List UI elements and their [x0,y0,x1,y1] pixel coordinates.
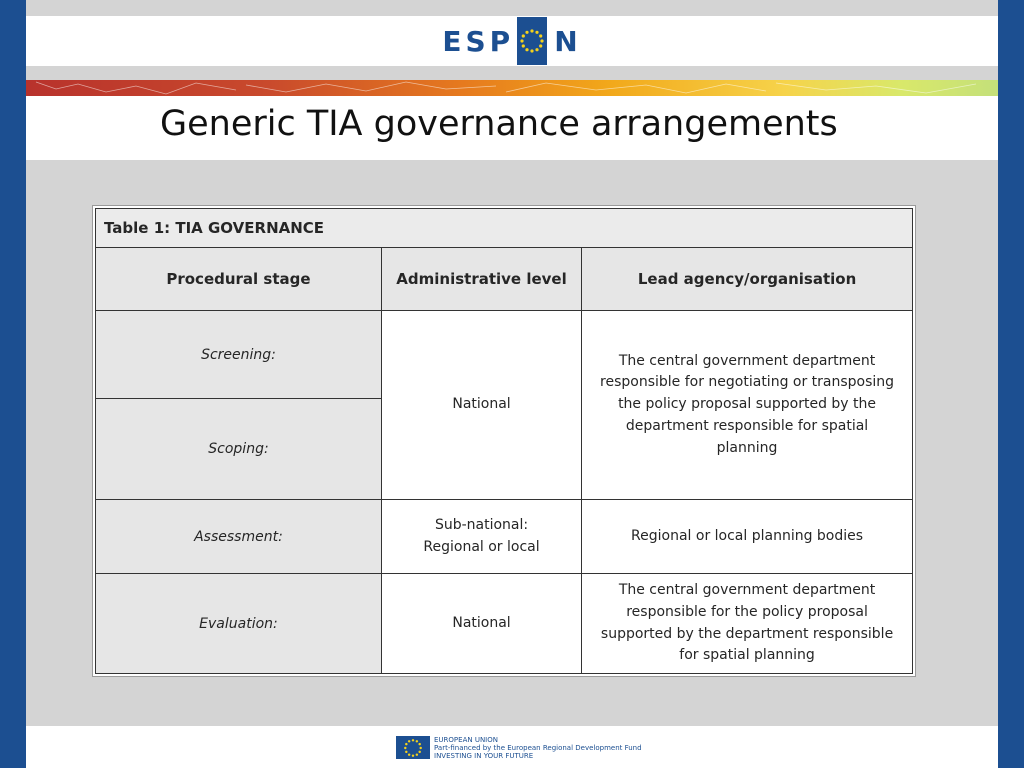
table-row [96,311,913,399]
agency-cell: The central government department responsible for the policy proposal supported by the department responsible for spatial planning [582,574,913,674]
governance-table [95,208,913,674]
table-header-row [96,248,913,311]
agency-cell: The central government department responsible for negotiating or transposing the policy proposal supported by the department responsible for spatial planning [582,311,913,500]
governance-table-frame [92,205,916,677]
stage-cell: Assessment: [96,500,382,574]
column-header-agency: Lead agency/organisation [582,248,913,311]
map-banner-image [26,80,998,96]
title-bar [26,96,998,160]
logo-text-right: N [554,24,582,58]
eu-funding-notice [434,736,642,760]
agency-cell: Regional or local planning bodies [582,500,913,574]
table-caption-row [96,209,913,248]
logo-text-left: ESP [442,24,515,58]
stage-cell: Evaluation: [96,574,382,674]
eu-star-ring-icon [517,17,547,65]
footer-bar [26,726,998,768]
level-cell: National [381,574,581,674]
slide [26,0,998,768]
column-header-level: Administrative level [381,248,581,311]
stage-cell: Scoping: [96,399,382,500]
eu-text-line: EUROPEAN UNION [434,736,498,744]
eu-flag-icon [396,736,430,759]
espon-logo [442,17,581,65]
page-title: Generic TIA governance arrangements [160,104,838,144]
eu-text-line: INVESTING IN YOUR FUTURE [434,752,534,760]
level-cell: Sub-national: Regional or local [381,500,581,574]
table-caption: Table 1: TIA GOVERNANCE [96,209,913,248]
column-header-stage: Procedural stage [96,248,382,311]
table-row [96,574,913,674]
header-bar [26,16,998,66]
level-cell: National [381,311,581,500]
stage-cell: Screening: [96,311,382,399]
eu-text-line: Part-financed by the European Regional Development Fund [434,744,642,752]
table-row [96,500,913,574]
